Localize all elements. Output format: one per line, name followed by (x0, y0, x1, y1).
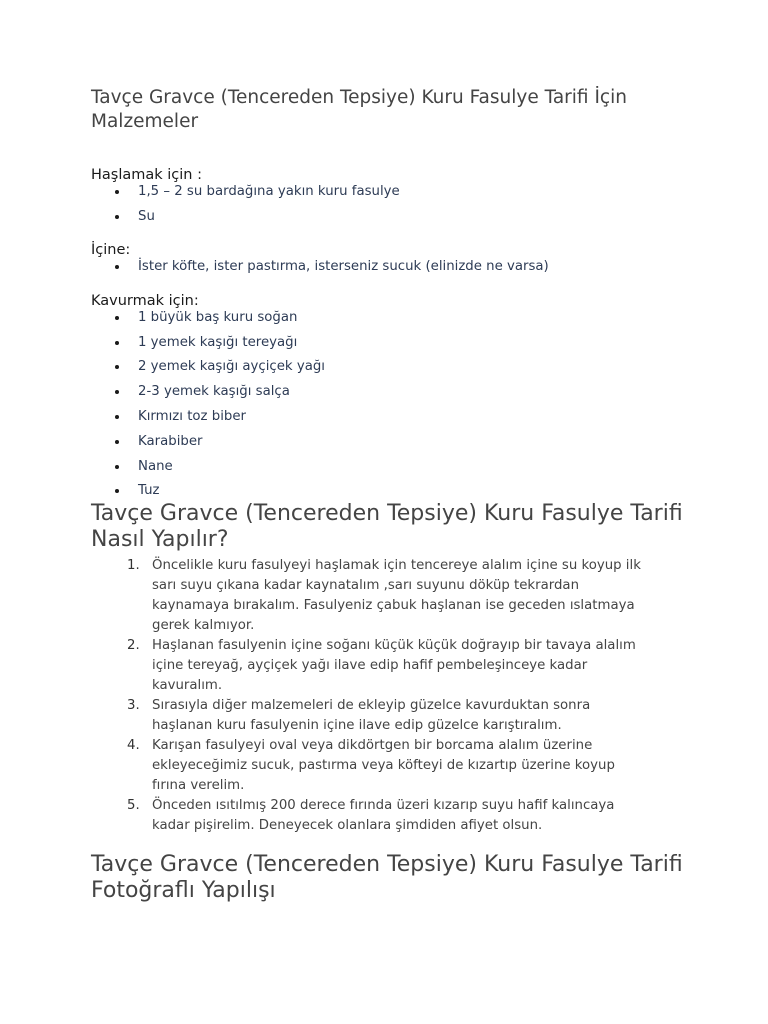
bullet-icon (115, 215, 119, 219)
photo-heading: Tavçe Gravce (Tencereden Tepsiye) Kuru Fasulye Tarifi Fotoğraflı Yapılışı (91, 852, 683, 904)
list-item: 1,5 – 2 su bardağına yakın kuru fasulye (91, 183, 691, 200)
bullet-icon (115, 190, 119, 194)
step-number: 5. (127, 798, 140, 814)
step-number: 2. (127, 638, 140, 654)
bullet-icon (115, 465, 119, 469)
method-heading: Tavçe Gravce (Tencereden Tepsiye) Kuru Fasulye Tarifi Nasıl Yapılır? (91, 501, 683, 553)
list-item: Karabiber (91, 433, 691, 450)
list-item: Su (91, 208, 691, 225)
ingredient-list (91, 258, 691, 275)
bullet-icon (115, 415, 119, 419)
section-label: Kavurmak için: (91, 292, 199, 309)
ingredients-heading: Tavçe Gravce (Tencereden Tepsiye) Kuru Fasulye Tarifi İçin Malzemeler (91, 87, 627, 132)
section-label: Haşlamak için : (91, 167, 202, 183)
section-boiling (91, 166, 691, 225)
step-item: 3. Sırasıyla diğer malzemeleri de ekleyip güzelce kavurduktan sonra haşlanan kuru fasulyenin içine ilave edip güzelce karıştıralım. (127, 698, 591, 734)
list-item: 2 yemek kaşığı ayçiçek yağı (91, 358, 691, 375)
ingredient-list (91, 309, 691, 500)
step-number: 3. (127, 698, 140, 714)
bullet-icon (115, 489, 119, 493)
bullet-icon (115, 316, 119, 320)
bullet-icon (115, 341, 119, 345)
section-filling (91, 241, 691, 275)
list-item: Kırmızı toz biber (91, 408, 691, 425)
document-page (91, 86, 691, 904)
section-label: İçine: (91, 241, 131, 258)
step-item: 4. Karışan fasulyeyi oval veya dikdörtgen bir borcama alalım üzerine ekleyeceğimiz sucuk, pastırma veya köfteyi de kızartıp üzerine koyup fırına verelim. (127, 738, 615, 794)
bullet-icon (115, 365, 119, 369)
list-item: 1 yemek kaşığı tereyağı (91, 334, 691, 351)
method-steps (91, 556, 691, 836)
bullet-icon (115, 265, 119, 269)
list-item: Tuz (91, 482, 691, 499)
bullet-icon (115, 440, 119, 444)
list-item: 1 büyük baş kuru soğan (91, 309, 691, 326)
step-item: 1. Öncelikle kuru fasulyeyi haşlamak için tencereye alalım içine su koyup ilk sarı suyu çıkana kadar kaynatalım ,sarı suyunu döküp tekrardan kaynamaya bırakalım. Fasulyeniz çabuk haşlanan ise geceden ıslatmaya gerek kalmıyor. (127, 558, 641, 634)
list-item: 2-3 yemek kaşığı salça (91, 383, 691, 400)
step-number: 1. (127, 558, 140, 574)
step-number: 4. (127, 738, 140, 754)
step-item: 5. Önceden ısıtılmış 200 derece fırında üzeri kızarıp suyu hafif kalıncaya kadar pişirelim. Deneyecek olanlara şimdiden afiyet olsun. (127, 798, 615, 834)
step-item: 2. Haşlanan fasulyenin içine soğanı küçük küçük doğrayıp bir tavaya alalım içine tereyağ, ayçiçek yağı ilave edip hafif pembeleşinceye kadar kavuralım. (127, 638, 636, 694)
list-item: İster köfte, ister pastırma, isterseniz sucuk (elinizde ne varsa) (91, 258, 691, 275)
section-roasting (91, 292, 691, 500)
bullet-icon (115, 390, 119, 394)
list-item: Nane (91, 458, 691, 475)
ingredient-list (91, 183, 691, 225)
